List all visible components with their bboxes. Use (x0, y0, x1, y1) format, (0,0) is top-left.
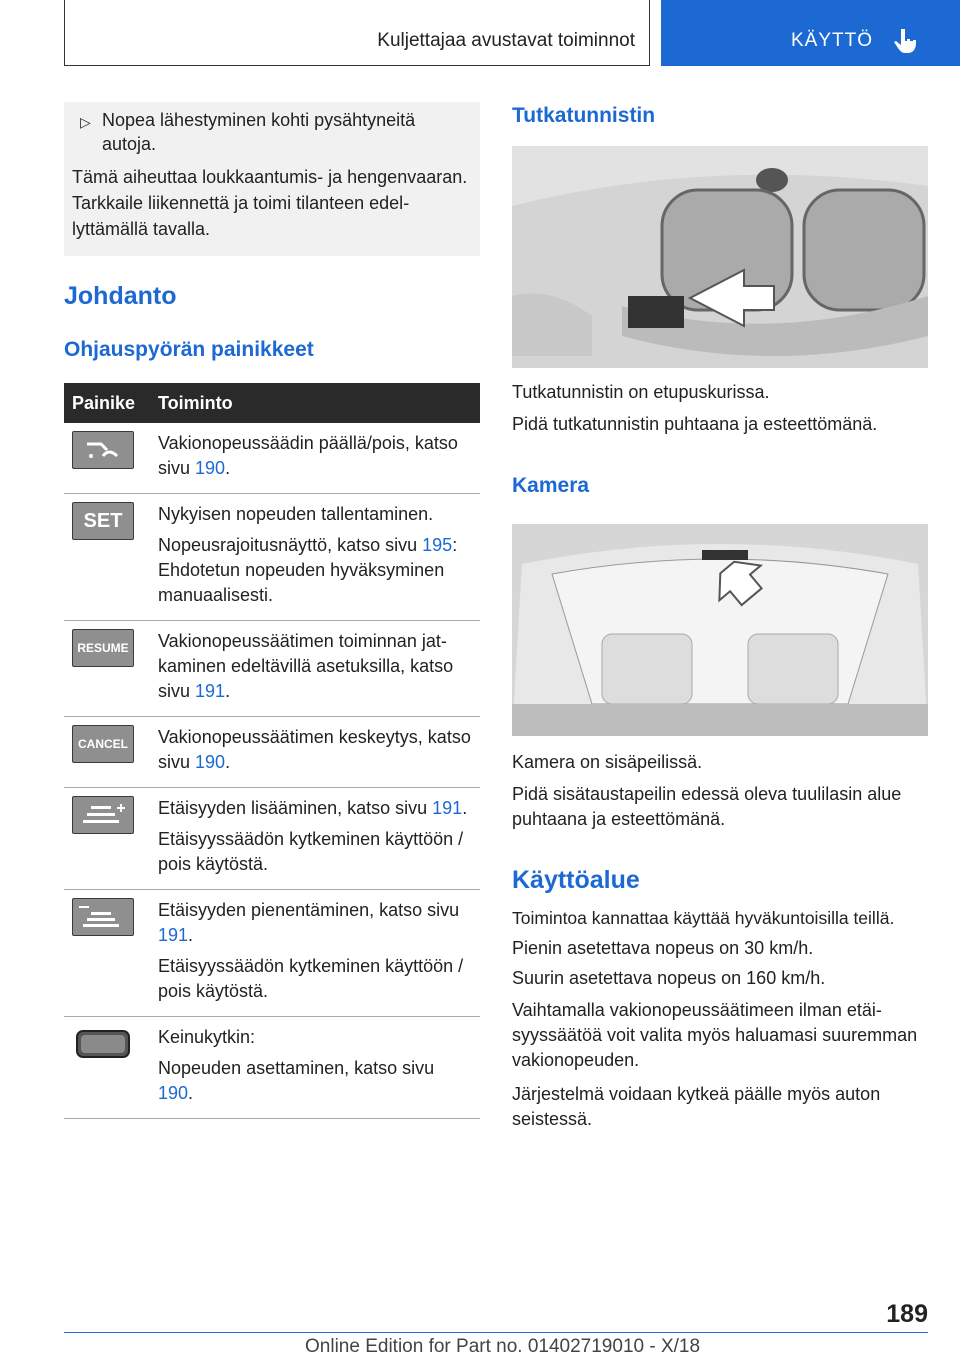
warning-bullet (72, 108, 468, 156)
radar-line-1: Tutkatunnistin on etupuskurissa. (512, 382, 770, 402)
warning-text: Tämä aiheuttaa loukkaantumis- ja hengenvaaran. Tarkkaile liikennettä ja toimi tilanteen edellyttämällä tavalla. (72, 167, 468, 239)
function-text: Vakionopeussäätimen toiminnan jatkaminen edeltävillä asetuksilla, katso sivu 191. (158, 631, 454, 701)
table-row (64, 494, 480, 621)
rocker-switch-icon (72, 1025, 134, 1063)
camera-photo (512, 524, 928, 736)
table-row (64, 717, 480, 788)
range-p1: Toimintoa kannattaa käyttää hyväkuntoisilla teillä. (512, 908, 895, 928)
hand-pointer-icon (892, 26, 922, 56)
triangle-bullet-icon: ▷ (80, 114, 91, 130)
function-cell (150, 494, 480, 621)
button-cell (64, 788, 150, 890)
function-text: Etäisyyden pienentäminen, katso sivu 191. (158, 900, 460, 945)
function-text: Nykyisen nopeuden tallentaminen. (158, 504, 434, 524)
set-icon (72, 502, 134, 540)
footer-edition: Online Edition for Part no. 01402719010 - X/18 (305, 1336, 701, 1357)
camera-line-1: Kamera on sisäpeilissä. (512, 752, 703, 772)
page-number: 189 (886, 1300, 928, 1328)
function-text: Keinukytkin: (158, 1027, 256, 1047)
table-header-row (64, 383, 480, 423)
range-p3: Suurin asetettava nopeus on 160 km/h. (512, 968, 826, 988)
button-cell (64, 494, 150, 621)
radar-line-2: Pidä tutkatunnistin puhtaana ja esteettömänä. (512, 414, 878, 434)
resume-icon (72, 629, 134, 667)
function-cell (150, 717, 480, 788)
button-cell (64, 423, 150, 494)
function-cell (150, 621, 480, 717)
function-text: Etäisyyden lisääminen, katso sivu 191. (158, 798, 468, 818)
page-link[interactable]: 190 (195, 752, 226, 772)
range-p2: Pienin asetettava nopeus on 30 km/h. (512, 938, 814, 958)
function-text: Nopeuden asettaminen, katso sivu 190. (158, 1058, 435, 1103)
radar-sensor-photo (512, 146, 928, 368)
range-heading: Käyttöalue (512, 866, 640, 894)
col-button-header: Painike (64, 383, 150, 423)
header-section-box (64, 0, 650, 66)
button-cell (64, 621, 150, 717)
header-chapter-title: KÄYTTÖ (791, 30, 874, 51)
button-icon-label: SET (83, 509, 123, 532)
distance-decrease-icon (72, 898, 134, 936)
camera-heading: Kamera (512, 474, 590, 497)
function-cell (150, 788, 480, 890)
distance-increase-icon (72, 796, 134, 834)
table-row (64, 621, 480, 717)
table-body (64, 423, 480, 1119)
cruise-onoff-icon (72, 431, 134, 469)
camera-line-2: Pidä sisätaustapeilin edessä oleva tuulilasin alue puhtaana ja esteettömänä. (512, 784, 902, 829)
table-row (64, 788, 480, 890)
footer-rule (64, 1332, 928, 1333)
function-cell (150, 423, 480, 494)
button-icon-label: CANCEL (78, 736, 128, 751)
buttons-subheading: Ohjauspyörän painikkeet (64, 338, 314, 361)
function-text: Nopeusrajoitusnäyttö, katso sivu 195: Ehdotetun nopeuden hyväksyminen manuaalisesti. (158, 535, 458, 605)
function-text: Vakionopeussäätimen keskeytys, katso sivu 190. (158, 727, 471, 772)
table-row (64, 1017, 480, 1119)
function-text: Vakionopeussäädin päällä/pois, katso sivu 190. (158, 433, 458, 478)
range-p4: Vaihtamalla vakionopeussäätimeen ilman etäisyyssäätöä voit valita myös haluamasi suuremman vakionopeuden. (512, 1000, 918, 1070)
table-row (64, 423, 480, 494)
page-link[interactable]: 190 (158, 1083, 189, 1103)
function-cell (150, 1017, 480, 1119)
button-cell (64, 717, 150, 788)
button-icon-label: RESUME (77, 640, 129, 655)
button-cell (64, 1017, 150, 1119)
function-text: Etäisyyssäädön kytkeminen käyttöön / pois käytöstä. (158, 956, 464, 1001)
page-link[interactable]: 190 (195, 458, 226, 478)
page-link[interactable]: 191 (432, 798, 463, 818)
col-function-header: Toiminto (150, 383, 480, 423)
button-cell (64, 890, 150, 1017)
warning-bullet-text: Nopea lähestyminen kohti pysähtyneitä autoja. (102, 110, 416, 154)
buttons-table (64, 383, 480, 1119)
table-row (64, 890, 480, 1017)
radar-heading: Tutkatunnistin (512, 104, 656, 127)
page-link[interactable]: 195 (422, 535, 453, 555)
warning-box (64, 102, 480, 256)
page-link[interactable]: 191 (195, 681, 226, 701)
page-link[interactable]: 191 (158, 925, 189, 945)
function-cell (150, 890, 480, 1017)
cancel-icon (72, 725, 134, 763)
function-text: Etäisyyssäädön kytkeminen käyttöön / pois käytöstä. (158, 829, 464, 874)
header-section-title: Kuljettajaa avustavat toiminnot (377, 30, 635, 51)
intro-heading: Johdanto (64, 282, 177, 310)
range-p5: Järjestelmä voidaan kytkeä päälle myös auton seistessä. (512, 1084, 881, 1129)
